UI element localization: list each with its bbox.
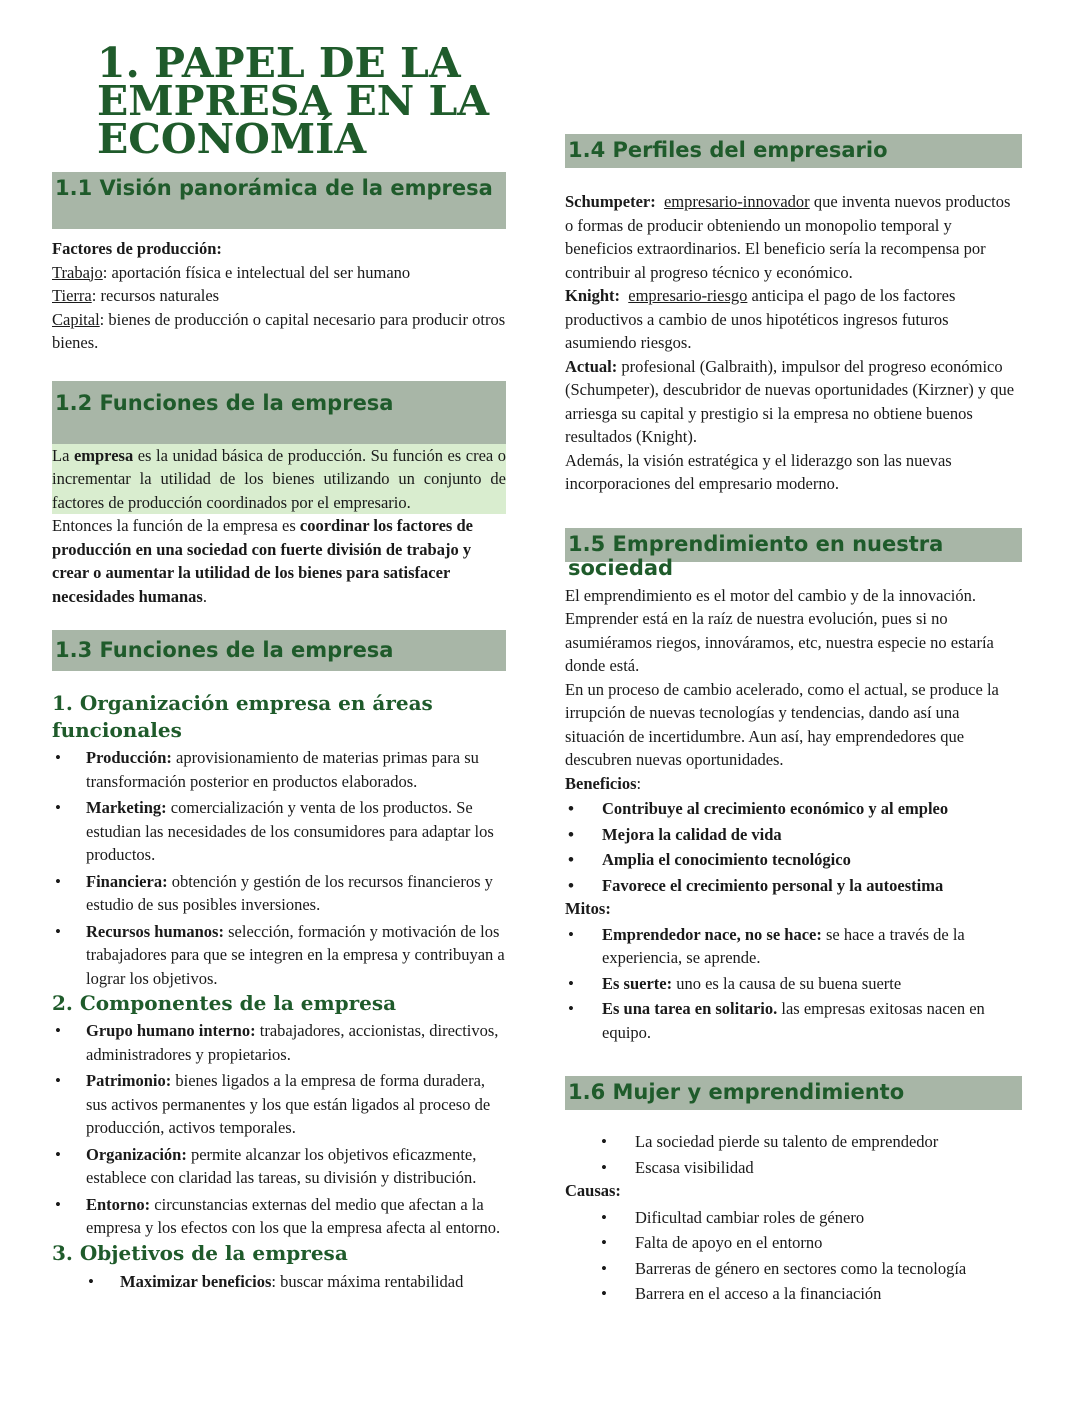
title-line: ECONOMÍA xyxy=(97,115,367,163)
list-item: • Dificultad cambiar roles de género xyxy=(565,1206,1022,1230)
factor-text: : aportación física e intelectual del ser humano xyxy=(102,262,411,282)
subheading-objetivos: 3. Objetivos de la empresa xyxy=(52,1240,348,1265)
beneficios-list xyxy=(565,797,1022,897)
list-item: • Patrimonio: bienes ligados a la empresa de forma duradera, sus activos permanentes y los que están ligados al proceso de producción, activos temporales. xyxy=(52,1069,506,1140)
left-column xyxy=(52,172,506,1293)
title-line: EMPRESA EN LA xyxy=(97,77,490,125)
list-item: • Producción: aprovisionamiento de materias primas para su transformación posterior en productos elaborados. xyxy=(52,746,506,793)
subheading-componentes: 2. Componentes de la empresa xyxy=(52,991,397,1015)
right-column xyxy=(565,134,1022,1306)
emprendimiento-paragraph: El emprendimiento es el motor del cambio y de la innovación. Emprender está en la raíz de nuestra evolución, pues si no asumiéramos riegos, innováramos, etc, nuestra especie no estaría donde está. xyxy=(565,585,994,675)
list-item: • Escasa visibilidad xyxy=(565,1156,1022,1180)
factor-term: Capital xyxy=(52,309,100,329)
ademas-paragraph: Además, la visión estratégica y el liderazgo son las nuevas incorporaciones del empresario moderno. xyxy=(565,450,952,493)
componentes-list xyxy=(52,1019,506,1240)
beneficios-label: Beneficios: xyxy=(565,773,642,793)
definition-box xyxy=(52,444,506,515)
list-item: • Es suerte: uno es la causa de su buena suerte xyxy=(565,972,1022,996)
function-paragraph: Entonces la función de la empresa es coordinar los factores de producción en una sociedad con fuerte división de trabajo y crear o aumentar la utilidad de los bienes para satisfacer necesidades humanas. xyxy=(52,516,473,606)
areas-list xyxy=(52,746,506,990)
list-item: • Es una tarea en solitario. las empresas exitosas nacen en equipo. xyxy=(565,997,1022,1044)
factor-item xyxy=(52,261,506,285)
list-item: • Contribuye al crecimiento económico y al empleo xyxy=(565,797,1022,821)
subheading-areas: 1. Organización empresa en áreas funcionales xyxy=(52,691,433,742)
causas-label: Causas: xyxy=(565,1181,621,1200)
section-heading-1-4: 1.4 Perfiles del empresario xyxy=(565,134,1022,168)
list-item: • Mejora la calidad de vida xyxy=(565,823,1022,847)
factor-text: : bienes de producción o capital necesario para producir otros bienes. xyxy=(52,309,506,352)
mitos-label: Mitos: xyxy=(565,899,611,918)
cambio-paragraph: En un proceso de cambio acelerado, como el actual, se produce la irrupción de nuevas tecnologías y tendencias, dando así una situación de incertidumbre. Aun así, hay emprendedores que descubren nuevas oportunidades. xyxy=(565,679,999,769)
section-heading-1-3: 1.3 Funciones de la empresa xyxy=(52,630,506,671)
list-item: • Grupo humano interno: trabajadores, accionistas, directivos, administradores y propietarios. xyxy=(52,1019,506,1066)
mujer-list xyxy=(565,1130,1022,1179)
list-item: • Favorece el crecimiento personal y la autoestima xyxy=(565,874,1022,898)
factores-label: Factores de producción: xyxy=(52,239,222,258)
factor-term: Tierra xyxy=(52,286,92,305)
section-heading-1-2: 1.2 Funciones de la empresa xyxy=(52,381,506,444)
knight-paragraph: Knight: empresario-riesgo anticipa el pago de los factores productivos a cambio de unos hipotéticos ingresos futuros asumiendo riesgos. xyxy=(565,286,956,352)
list-item: • Marketing: comercialización y venta de los productos. Se estudian las necesidades de los consumidores para adaptar los productos. xyxy=(52,796,506,867)
definition-paragraph: La empresa es la unidad básica de producción. Su función es crea o incrementar la utilidad de los bienes utilizando un conjunto de factores de producción coordinados por el empresario. xyxy=(52,445,507,512)
causas-list xyxy=(565,1206,1022,1306)
section-heading-1-5: 1.5 Emprendimiento en nuestra sociedad xyxy=(565,528,1022,562)
list-item: • Recursos humanos: selección, formación y motivación de los trabajadores para que se integren en la empresa y contribuyan a lograr los objetivos. xyxy=(52,920,506,991)
list-item: • Barreras de género en sectores como la tecnología xyxy=(565,1257,1022,1281)
list-item: • Entorno: circunstancias externas del medio que afectan a la empresa y los efectos con los que la empresa afecta al entorno. xyxy=(52,1193,506,1240)
actual-paragraph: Actual: profesional (Galbraith), impulsor del progreso económico (Schumpeter), descubridor de nuevas oportunidades (Kirzner) y que arriesga su capital y prestigio si la empresa no obtiene buenos resultados (Knight). xyxy=(565,356,1015,446)
section-heading-1-1: 1.1 Visión panorámica de la empresa xyxy=(52,172,506,229)
schumpeter-paragraph: Schumpeter: empresario-innovador que inventa nuevos productos o formas de producir obteniendo un monopolio temporal y beneficios extraordinarios. El beneficio sería la recompensa por contribuir al progreso técnico y económico. xyxy=(565,192,1011,282)
list-item: • Falta de apoyo en el entorno xyxy=(565,1231,1022,1255)
list-item: • Emprendedor nace, no se hace: se hace a través de la experiencia, se aprende. xyxy=(565,923,1022,970)
list-item: • Financiera: obtención y gestión de los recursos financieros y estudio de sus posibles inversiones. xyxy=(52,870,506,917)
factor-item xyxy=(52,284,506,308)
page-title xyxy=(97,39,517,163)
list-item: • La sociedad pierde su talento de emprendedor xyxy=(565,1130,1022,1154)
list-item: • Barrera en el acceso a la financiación xyxy=(565,1282,1022,1306)
objetivos-list xyxy=(52,1270,506,1294)
factor-term: Trabajo xyxy=(52,262,103,282)
list-item: • Maximizar beneficios: buscar máxima rentabilidad xyxy=(52,1270,506,1294)
mitos-list xyxy=(565,923,1022,1045)
factor-item xyxy=(52,308,506,355)
section-heading-1-6: 1.6 Mujer y emprendimiento xyxy=(565,1076,1022,1110)
title-line: 1. PAPEL DE LA xyxy=(97,39,461,87)
list-item: • Organización: permite alcanzar los objetivos eficazmente, establece con claridad las tareas, su división y distribución. xyxy=(52,1143,506,1190)
factor-text: : recursos naturales xyxy=(91,286,220,305)
list-item: • Amplia el conocimiento tecnológico xyxy=(565,848,1022,872)
